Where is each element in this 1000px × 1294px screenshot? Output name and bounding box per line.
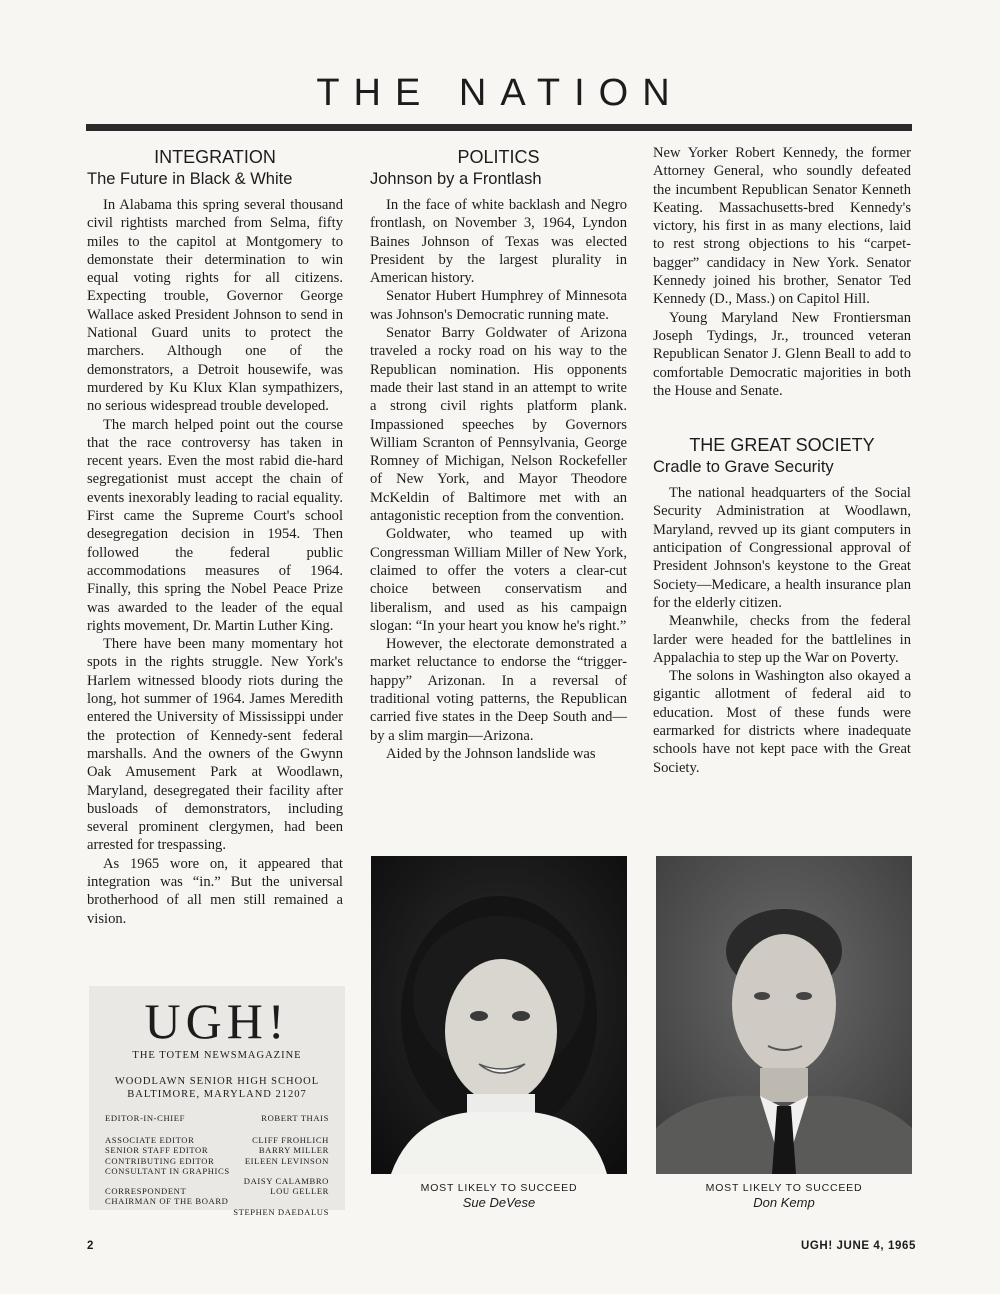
staff-role: CORRESPONDENT [105, 1186, 187, 1197]
staff-row [105, 1156, 329, 1166]
article-paragraph: Goldwater, who teamed up with Congressman William Miller of New York, claimed to offer the voters a clear-cut choice between conservatism and liberalism, and used as his campaign slogan: “In your heart you know he's right.” [370, 526, 627, 634]
publication-subtitle: THE TOTEM NEWSMAGAZINE [132, 1050, 302, 1061]
staff-role: CONTRIBUTING EDITOR [105, 1155, 215, 1166]
politics-article [370, 144, 627, 763]
caption-title: MOST LIKELY TO SUCCEED [705, 1182, 863, 1194]
article-paragraph: There have been many momentary hot spots in the rights struggle. New York's Harlem witnessed bloody riots during the long, hot summer of 1964. James Meredith entered the University of Mississippi under the protection of Kennedy-sent federal marshalls. And the owners of the Gwynn Oak Amusement Park at Woodlawn, Maryland, desegregated their facility after busloads of demonstrators, including several prominent clergymen, had been arrested for trespassing. [87, 636, 343, 854]
staff-role: CONSULTANT IN GRAPHICS [105, 1165, 230, 1176]
article-paragraph: Young Maryland New Frontiersman Joseph Tydings, Jr., trounced veteran Republican Senator J. Glenn Beall to add to comfortable Democratic majorities in both the House and Senate. [653, 309, 911, 399]
integration-heading: INTEGRATION [154, 147, 276, 167]
politics-heading: POLITICS [457, 147, 540, 167]
portrait-photo [371, 856, 627, 1174]
article-paragraph: The march helped point out the course that the race controversy has taken in recent years. Even the most rabid die-hard segregationist must accept the chain of events inexorably leading to racial equality. First came the Supreme Court's school desegregation decision in 1954. Then followed the federal public accommodations measures of 1964. Finally, this spring the Nobel Peace Prize was awarded to the leader of the equal rights movement, Dr. Martin Luther King. [87, 416, 343, 634]
staff-masthead [89, 986, 345, 1217]
photo-caption [656, 1182, 912, 1210]
column-three [653, 144, 911, 777]
article-paragraph: As 1965 wore on, it appeared that integration was “in.” But the universal brotherhood of all men still remained a vision. [87, 855, 343, 927]
staff-row [105, 1186, 329, 1196]
article-paragraph: Meanwhile, checks from the federal larder were headed for the battlelines in Appalachia to step up the War on Poverty. [653, 613, 911, 666]
staff-name: BARRY MILLER [258, 1145, 329, 1156]
staff-name: DAISY CALAMBRO [243, 1176, 329, 1187]
article-paragraph: However, the electorate demonstrated a market reluctance to endorse the “trigger-happy” Arizonan. In a reversal of traditional voting patterns, the Republican carried five states in the Deep South and—by a slim margin—Arizona. [370, 636, 627, 744]
section-title: THE NATION [316, 72, 684, 114]
staff-name: STEPHEN DAEDALUS [233, 1206, 329, 1217]
article-paragraph: Senator Barry Goldwater of Arizona traveled a rocky road on his way to the Republican nomination. His opponents made their last stand in an attempt to write a strong civil rights platform plank. Impassioned speeches by Governors William Scranton of Pennsylvania, George Romney of Michigan, Nelson Rockefeller of New York, and Mayor Theodore McKeldin of Baltimore met with an antagonistic reception from the convention. [370, 325, 627, 525]
integration-subheading: The Future in Black & White [87, 170, 293, 188]
school-name [89, 1075, 345, 1101]
staff-role: SENIOR STAFF EDITOR [105, 1145, 209, 1156]
staff-name: ROBERT THAIS [261, 1113, 329, 1123]
staff-name: EILEEN LEVINSON [244, 1155, 329, 1166]
staff-row [105, 1135, 329, 1145]
great-society-subheading: Cradle to Grave Security [653, 458, 834, 477]
caption-title: MOST LIKELY TO SUCCEED [420, 1182, 578, 1194]
article-paragraph: In Alabama this spring several thousand civil rightists marched from Selma, fifty miles to the capitol at Montgomery to demonstate their determination to win equal voting rights for all citizens. Expecting trouble, Governor George Wallace asked President Johnson to send in National Guard units to protect the marchers. Although one of the demonstrators, a Detroit housewife, was murdered by Ku Klux Klan sympathizers, no serious widespread trouble developed. [87, 197, 343, 415]
issue-line: UGH! JUNE 4, 1965 [800, 1240, 916, 1252]
portrait-photo [656, 856, 912, 1174]
staff-role: CHAIRMAN OF THE BOARD [105, 1196, 229, 1207]
staff-role: EDITOR-IN-CHIEF [105, 1113, 185, 1123]
page-number: 2 [87, 1240, 94, 1252]
article-paragraph: The solons in Washington also okayed a gigantic allotment of federal aid to education. Most of these funds were earmarked for districts where inadequate schools have not kept pace with the Great Society. [653, 668, 911, 776]
politics-subheading: Johnson by a Frontlash [370, 170, 542, 188]
staff-row [105, 1196, 329, 1216]
article-paragraph: Aided by the Johnson landslide was [386, 745, 596, 762]
article-paragraph: New Yorker Robert Kennedy, the former Attorney General, who soundly defeated the incumbent Republican Senator Kenneth Keating. Massachusetts-bred Kennedy's victory, his first in as many elections, laid to rest strong objections to his “carpet-bagger” candidacy in New York. Senator Kennedy joined his brother, Senator Ted Kennedy (D., Mass.) on Capitol Hill. [653, 145, 911, 308]
article-paragraph: The national headquarters of the Social Security Administration at Woodlawn, Maryland, revved up its giant computers in anticipation of Congressional approval of President Johnson's keystone to the Great Society—Medicare, a health insurance plan for the elderly citizen. [653, 485, 911, 611]
title-rule [86, 124, 912, 131]
staff-name: CLIFF FROHLICH [252, 1135, 329, 1146]
article-paragraph: Senator Hubert Humphrey of Minnesota was Johnson's Democratic running mate. [370, 288, 627, 323]
city-line: BALTIMORE, MARYLAND 21207 [127, 1089, 307, 1100]
great-society-heading: THE GREAT SOCIETY [689, 435, 875, 456]
staff-row [105, 1145, 329, 1155]
caption-name: Don Kemp [753, 1195, 815, 1210]
caption-name: Sue DeVese [462, 1195, 536, 1210]
school-line: WOODLAWN SENIOR HIGH SCHOOL [114, 1076, 320, 1087]
article-paragraph: In the face of white backlash and Negro frontlash, on November 3, 1964, Lyndon Baines Johnson of Texas was elected President by the largest plurality in American history. [370, 197, 627, 287]
staff-row [105, 1113, 329, 1123]
staff-list [89, 1113, 345, 1217]
photo-caption [371, 1182, 627, 1210]
integration-article [87, 144, 343, 928]
staff-role: ASSOCIATE EDITOR [105, 1135, 195, 1146]
staff-name: LOU GELLER [270, 1186, 329, 1197]
publication-logo: UGH! [144, 993, 290, 1049]
staff-row [105, 1166, 329, 1186]
